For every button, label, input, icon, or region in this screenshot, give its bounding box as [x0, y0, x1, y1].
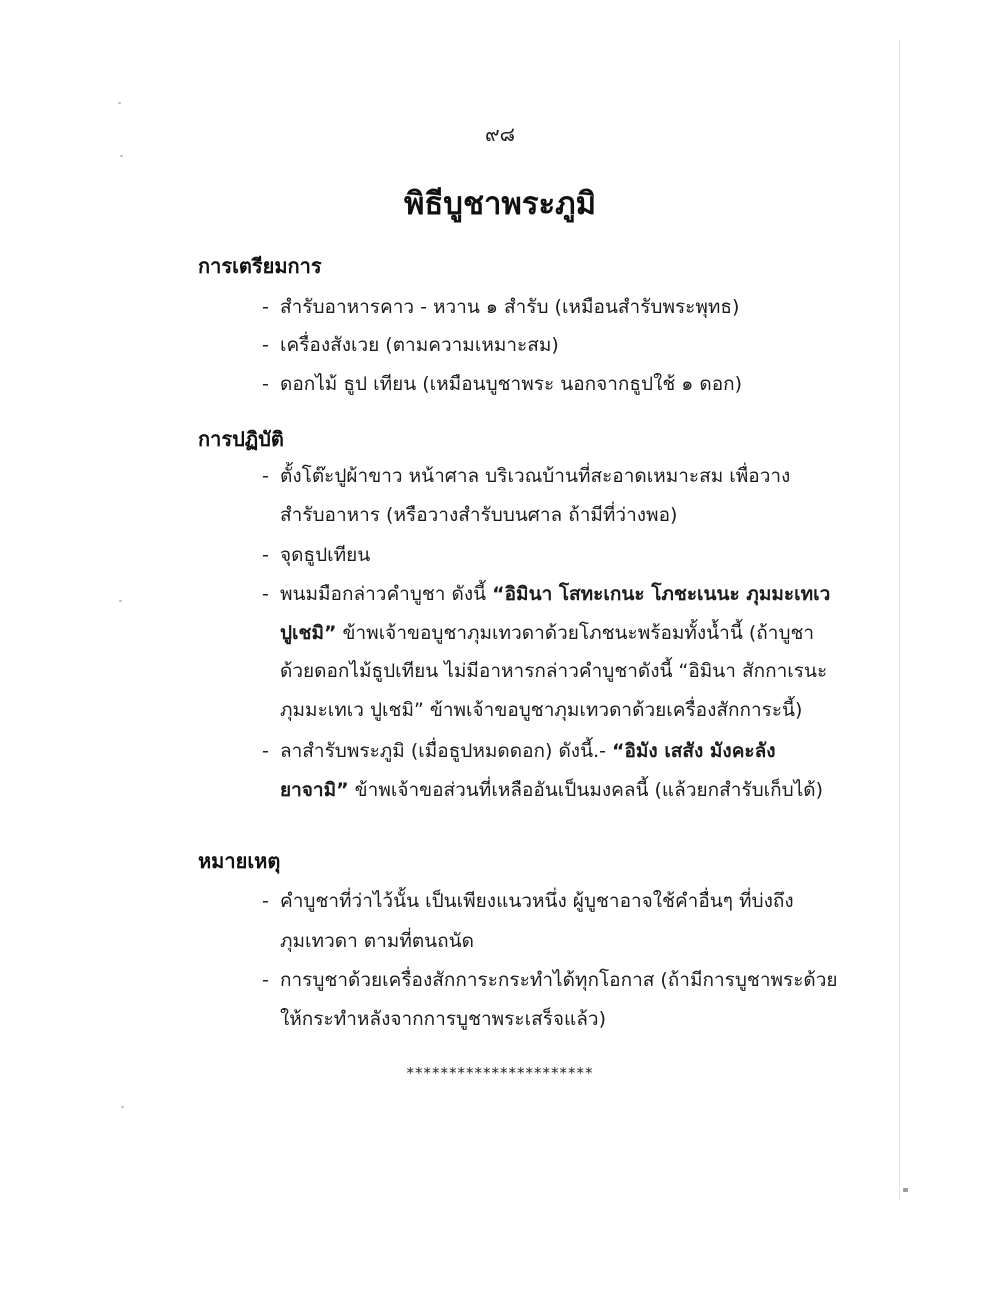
- list-item: - ดอกไม้ ธูป เทียน (เหมือนบูชาพระ นอกจากธูปใช้ ๑ ดอก): [262, 373, 743, 395]
- incantation-text: “อิมัง เสสัง มังคะลัง: [612, 740, 776, 762]
- page-number: ๙๘: [484, 122, 516, 146]
- scan-speck: [118, 102, 121, 104]
- scan-speck: [903, 1188, 908, 1192]
- list-item: - คำบูชาที่ว่าไว้นั้น เป็นเพียงแนวหนึ่ง ผู้บูชาอาจใช้คำอื่นๆ ที่บ่งถึง: [262, 890, 794, 912]
- list-item: - การบูชาด้วยเครื่องสักการะกระทำได้ทุกโอกาส (ถ้ามีการบูชาพระด้วย: [262, 969, 838, 991]
- list-item-continuation: ภุมมะเทเว ปูเชมิ” ข้าพเจ้าขอบูชาภุมเทวดาด้วยเครื่องสักการะนี้): [280, 699, 803, 721]
- list-item-continuation: สำรับอาหาร (หรือวางสำรับบนศาล ถ้ามีที่ว่างพอ): [280, 504, 678, 526]
- scan-speck: [119, 600, 122, 602]
- list-item-continuation: ให้กระทำหลังจากการบูชาพระเสร็จแล้ว): [280, 1008, 606, 1030]
- scan-speck: [121, 1106, 124, 1108]
- incantation-text: ยาจามิ”: [280, 779, 349, 801]
- list-item: - ลาสำรับพระภูมิ (เมื่อธูปหมดดอก) ดังนี้.- “อิมัง เสสัง มังคะลัง: [262, 740, 776, 762]
- list-item: - ตั้งโต๊ะปูผ้าขาว หน้าศาล บริเวณบ้านที่สะอาดเหมาะสม เพื่อวาง: [262, 465, 791, 487]
- list-item: - เครื่องสังเวย (ตามความเหมาะสม): [262, 334, 559, 356]
- separator-line: **********************: [406, 1064, 594, 1082]
- list-item: - จุดธูปเทียน: [262, 544, 371, 566]
- list-item-continuation: ปูเชมิ” ข้าพเจ้าขอบูชาภุมเทวดาด้วยโภชนะพร้อมทั้งน้ำนี้ (ถ้าบูชา: [280, 622, 815, 644]
- list-item-continuation: ด้วยดอกไม้ธูปเทียน ไม่มีอาหารกล่าวคำบูชาดังนี้ “อิมินา สักกาเรนะ: [280, 660, 828, 682]
- incantation-text: “อิมินา โสทะเกนะ โภชะเนนะ ภุมมะเทเว: [492, 583, 831, 605]
- section-heading-preparation: การเตรียมการ: [198, 254, 322, 278]
- list-item: - สำรับอาหารคาว - หวาน ๑ สำรับ (เหมือนสำรับพระพุทธ): [262, 296, 740, 318]
- list-item: - พนมมือกล่าวคำบูชา ดังนี้ “อิมินา โสทะเกนะ โภชะเนนะ ภุมมะเทเว: [262, 583, 831, 605]
- scan-speck: [120, 155, 123, 157]
- incantation-text: ปูเชมิ”: [280, 622, 337, 644]
- section-heading-notes: หมายเหตุ: [198, 849, 281, 873]
- section-heading-practice: การปฏิบัติ: [198, 427, 284, 451]
- list-item-continuation: ภุมเทวดา ตามที่ตนถนัด: [280, 930, 474, 952]
- page-title: พิธีบูชาพระภูมิ: [403, 186, 597, 222]
- list-item-continuation: ยาจามิ” ข้าพเจ้าขอส่วนที่เหลืออันเป็นมงคลนี้ (แล้วยกสำรับเก็บได้): [280, 779, 824, 801]
